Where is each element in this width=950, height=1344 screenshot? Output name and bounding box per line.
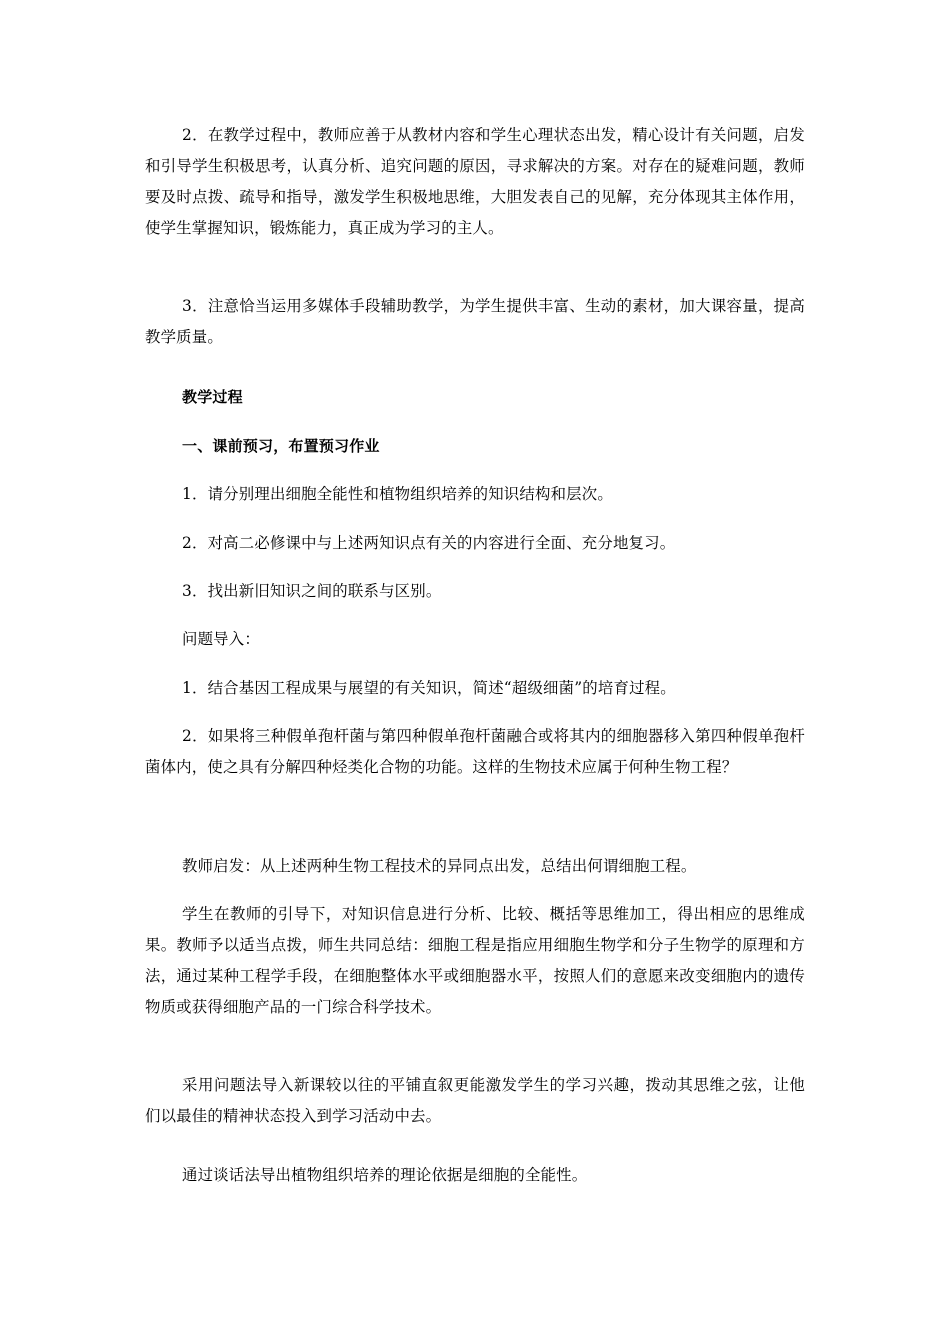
paragraph-question-intro-label: 问题导入： [182, 630, 260, 648]
heading-teaching-process: 教学过程 [182, 388, 243, 406]
paragraph-question-method: 采用问题法导入新课较以往的平铺直叙更能激发学生的学习兴趣，拨动其思维之弦，让他们以最佳的精神状态投入到学习活动中去。 [145, 1076, 805, 1125]
paragraph-question-1: 1．结合基因工程成果与展望的有关知识，简述“超级细菌”的培育过程。 [182, 679, 676, 697]
paragraph-cell-engineering-definition: 学生在教师的引导下，对知识信息进行分析、比较、概括等思维加工，得出相应的思维成果。教师予以适当点拨，师生共同总结：细胞工程是指应用细胞生物学和分子生物学的原理和方法，通过某种工程学手段，在细胞整体水平或细胞器水平，按照人们的意愿来改变细胞内的遗传物质或获得细胞产品的一门综合科学技术。 [145, 905, 805, 1016]
paragraph-preview-item-3: 3．找出新旧知识之间的联系与区别。 [182, 582, 442, 600]
paragraph-conversation-method: 通过谈话法导出植物组织培养的理论依据是细胞的全能性。 [182, 1166, 588, 1184]
paragraph-multimedia-assist: 3．注意恰当运用多媒体手段辅助教学，为学生提供丰富、生动的素材，加大课容量，提高教学质量。 [145, 297, 805, 346]
paragraph-preview-item-1: 1．请分别理出细胞全能性和植物组织培养的知识结构和层次。 [182, 485, 613, 503]
heading-pre-class-preview: 一、课前预习，布置预习作业 [182, 437, 380, 455]
paragraph-question-2: 2．如果将三种假单孢杆菌与第四种假单孢杆菌融合或将其内的细胞器移入第四种假单孢杆菌体内，使之具有分解四种烃类化合物的功能。这样的生物技术应属于何种生物工程？ [145, 727, 805, 776]
paragraph-teaching-process-guidance: 2．在教学过程中，教师应善于从教材内容和学生心理状态出发，精心设计有关问题，启发和引导学生积极思考，认真分析、追究问题的原因，寻求解决的方案。对存在的疑难问题，教师要及时点拨、疏导和指导，激发学生积极地思维，大胆发表自己的见解，充分体现其主体作用，使学生掌握知识，锻炼能力，真正成为学习的主人。 [145, 126, 805, 237]
paragraph-teacher-hint: 教师启发：从上述两种生物工程技术的异同点出发，总结出何谓细胞工程。 [182, 857, 697, 875]
paragraph-preview-item-2: 2．对高二必修课中与上述两知识点有关的内容进行全面、充分地复习。 [182, 534, 676, 552]
